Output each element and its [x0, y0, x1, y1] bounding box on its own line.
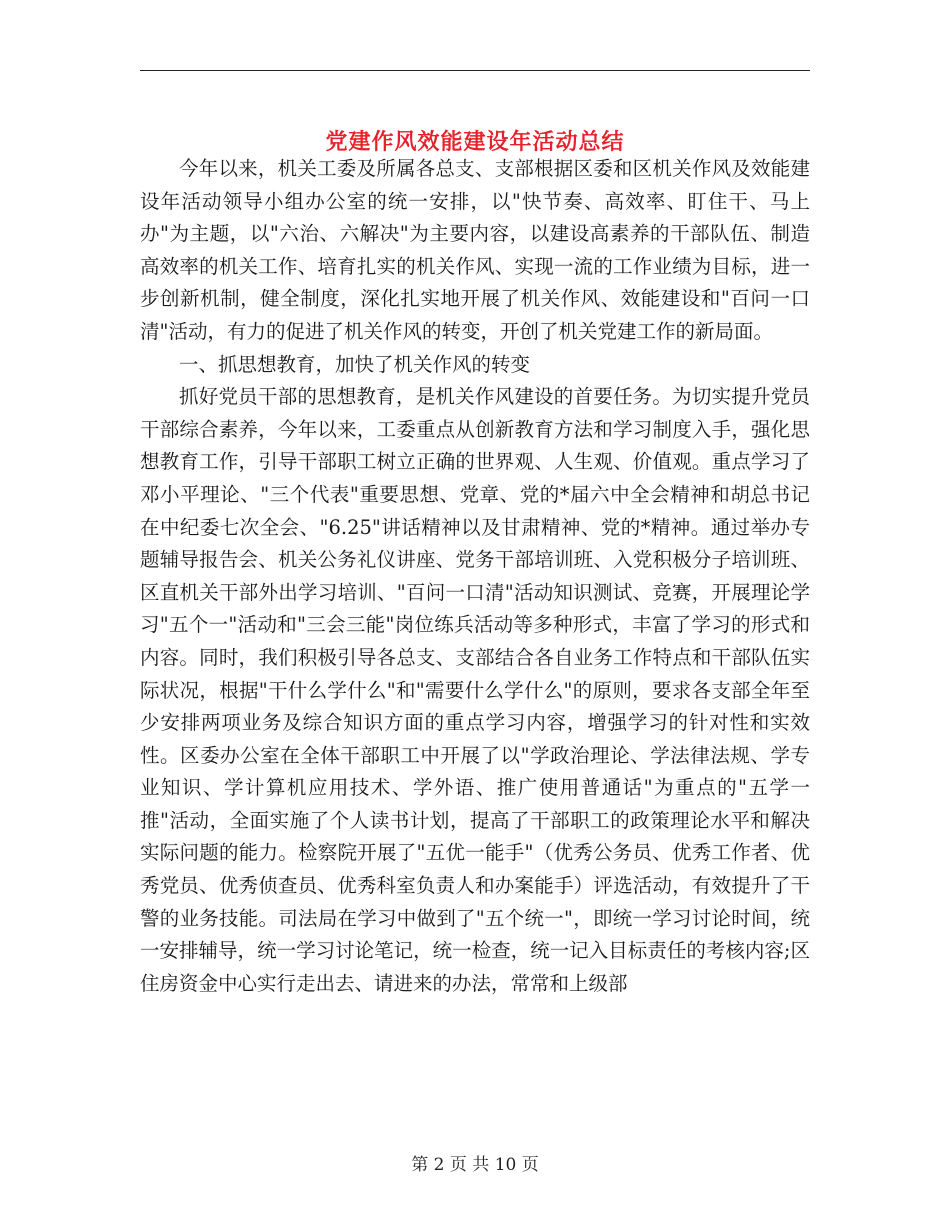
document-body	[140, 153, 810, 1000]
page-footer: 第 2 页 共 10 页	[411, 1155, 539, 1175]
header-rule	[140, 70, 810, 71]
document-title: 党建作风效能建设年活动总结	[325, 128, 625, 155]
section-heading-1: 一、抓思想教育，加快了机关作风的转变	[179, 352, 531, 376]
paragraph-intro: 今年以来，机关工委及所属各总支、支部根据区委和区机关作风及效能建设年活动领导小组办公室的统一安排，以"快节奏、高效率、盯住干、马上办"为主题，以"六治、六解决"为主要内容，以建设高素养的干部队伍、制造高效率的机关工作、培育扎实的机关作风、实现一流的工作业绩为目标，进一步创新机制，健全制度，深化扎实地开展了机关作风、效能建设和"百问一口清"活动，有力的促进了机关作风的转变，开创了机关党建工作的新局面。	[140, 157, 810, 343]
paragraph-section-1: 抓好党员干部的思想教育，是机关作风建设的首要任务。为切实提升党员干部综合素养，今年以来，工委重点从创新教育方法和学习制度入手，强化思想教育工作，引导干部职工树立正确的世界观、人生观、价值观。重点学习了邓小平理论、"三个代表"重要思想、党章、党的*届六中全会精神和胡总书记在中纪委七次全会、"6.25"讲话精神以及甘肃精神、党的*精神。通过举办专题辅导报告会、机关公务礼仪讲座、党务干部培训班、入党积极分子培训班、区直机关干部外出学习培训、"百问一口清"活动知识测试、竞赛，开展理论学习"五个一"活动和"三会三能"岗位练兵活动等多种形式，丰富了学习的形式和内容。同时，我们积极引导各总支、支部结合各自业务工作特点和干部队伍实际状况，根据"干什么学什么"和"需要什么学什么"的原则，要求各支部全年至少安排两项业务及综合知识方面的重点学习内容，增强学习的针对性和实效性。区委办公室在全体干部职工中开展了以"学政治理论、学法律法规、学专业知识、学计算机应用技术、学外语、推广使用普通话"为重点的"五学一推"活动，全面实施了个人读书计划，提高了干部职工的政策理论水平和解决实际问题的能力。检察院开展了"五优一能手"（优秀公务员、优秀工作者、优秀党员、优秀侦查员、优秀科室负责人和办案能手）评选活动，有效提升了干警的业务技能。司法局在学习中做到了"五个统一"，即统一学习讨论时间，统一安排辅导，统一学习讨论笔记，统一检查，统一记入目标责任的考核内容;区住房资金中心实行走出去、请进来的办法，常常和上级部	[140, 385, 810, 995]
